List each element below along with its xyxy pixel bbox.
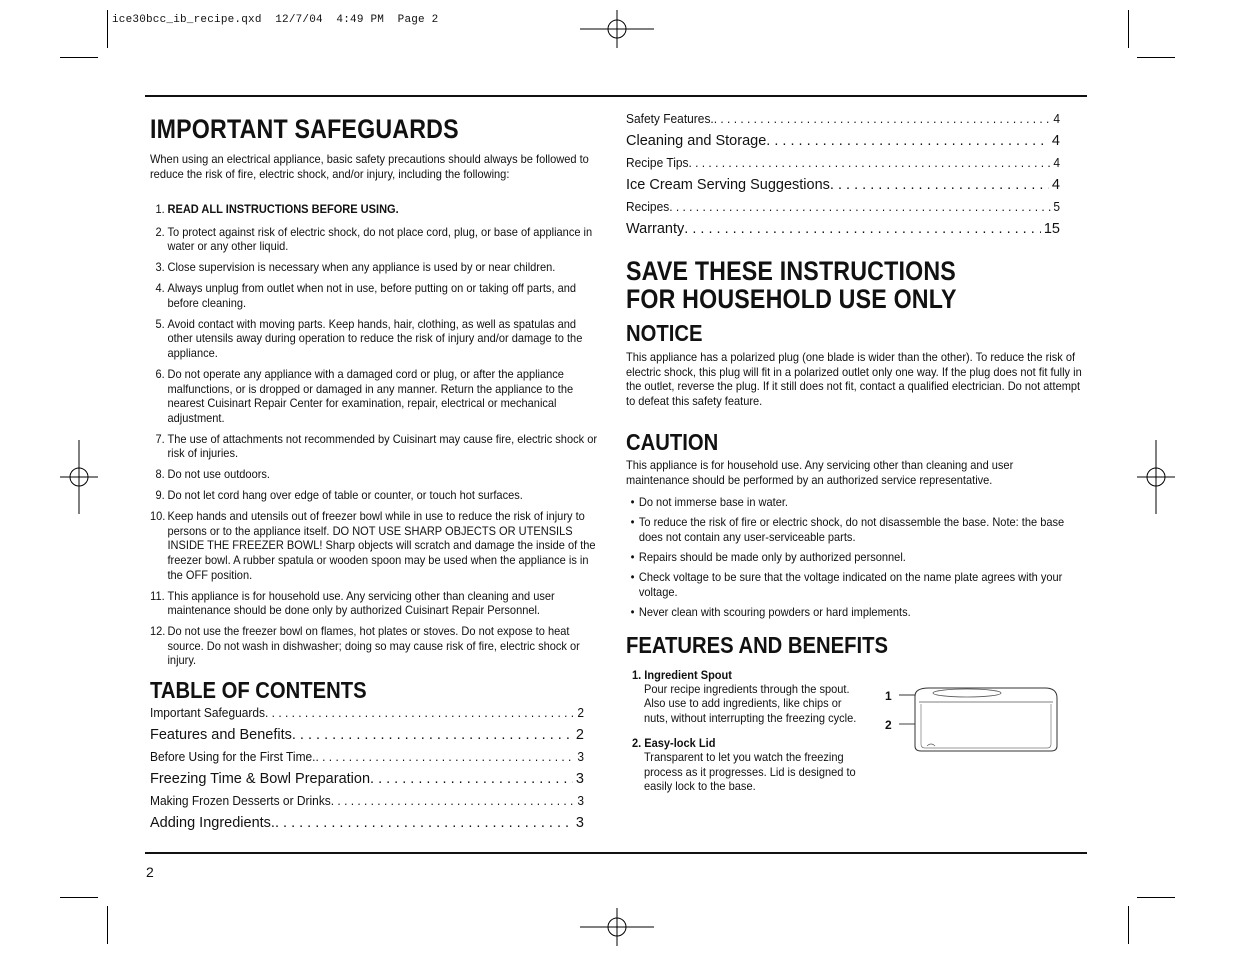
safeguard-text: Keep hands and utensils out of freezer bowl while in use to reduce the risk of injury to persons or to the appliance itself. DO NOT USE SHARP OBJECTS OR UTENSILS INSIDE THE FREEZER BOWL! Sharp objects will scratch and damage the inside of the freezer bowl. A rubber spatula or wooden spoon may be used when the appliance is in the OFF position. — [167, 509, 596, 582]
feature-title: 2. Easy-lock Lid — [632, 736, 716, 751]
toc-entry-label: Making Frozen Desserts or Drinks — [150, 793, 331, 808]
page-number: 2 — [146, 864, 154, 880]
feature-description: Transparent to let you watch the freezing process as it progresses. Lid is designed to easily lock to the base. — [643, 750, 856, 794]
toc-title: TABLE OF CONTENTS — [150, 677, 367, 703]
safeguard-text: READ ALL INSTRUCTIONS BEFORE USING. — [167, 202, 399, 216]
caution-bullet: • To reduce the risk of fire or electric shock, do not disassemble the base. Note: the base does not contain any user-serviceable parts. — [626, 515, 1068, 544]
safeguard-item — [150, 367, 603, 425]
toc-leader-dots — [684, 220, 1041, 242]
caution-bullet: • Never clean with scouring powders or hard implements. — [626, 605, 1068, 620]
toc-entry-label: Before Using for the First Time. — [150, 749, 316, 764]
toc-entry[interactable] — [150, 726, 584, 748]
safeguard-item — [150, 589, 603, 618]
toc-entry-label: Cleaning and Storage — [626, 133, 767, 149]
crop-mark — [1128, 906, 1129, 944]
features-list — [632, 668, 860, 793]
notice-title: NOTICE — [626, 320, 703, 346]
safeguard-number: 11. — [150, 588, 165, 603]
ice-cream-maker-diagram — [895, 684, 1065, 756]
notice-text: This appliance has a polarized plug (one blade is wider than the other). To reduce the risk of electric shock, this plug will fit in a polarized outlet only one way. If the plug does not fit fully in the outlet, reverse the plug. If it still does not fit, contact a qualified electrician. Do not attempt to defeat this safety feature. — [626, 350, 1082, 408]
toc-leader-dots — [292, 726, 573, 748]
safeguard-item — [150, 624, 603, 668]
feature-item — [632, 736, 860, 793]
toc-entry[interactable] — [626, 176, 1060, 198]
safeguard-item — [150, 432, 603, 461]
toc-entry-label: Freezing Time & Bowl Preparation — [150, 771, 371, 787]
safeguard-number: 4. — [155, 281, 165, 296]
safeguard-item — [150, 260, 603, 275]
registration-mark-bottom — [580, 908, 654, 946]
toc-entry-page: 5 — [1053, 199, 1060, 214]
features-title: FEATURES AND BENEFITS — [626, 632, 889, 658]
toc-leader-dots — [830, 176, 1049, 198]
safeguard-text: Always unplug from outlet when not in use, before putting on or taking off parts, and before cleaning. — [167, 281, 577, 310]
toc-entry-page: 3 — [577, 793, 584, 808]
bottom-rule — [145, 852, 1087, 854]
file-slug: ice30bcc_ib_recipe.qxd 12/7/04 4:49 PM Page 2 — [112, 14, 439, 26]
toc-list-right — [626, 110, 1060, 242]
toc-entry[interactable] — [150, 792, 584, 814]
caution-bullets — [626, 495, 1068, 625]
toc-entry-label: Safety Features. — [626, 111, 714, 126]
safeguard-item — [150, 202, 603, 217]
safeguards-intro: When using an electrical appliance, basic safety precautions should always be followed to reduce the risk of fire, electric shock, and/or injury, including the following: — [150, 152, 589, 181]
caution-bullet: • Do not immerse base in water. — [626, 495, 1068, 510]
safeguard-item — [150, 467, 603, 482]
toc-entry-label: Ice Cream Serving Suggestions — [626, 177, 830, 193]
crop-mark — [60, 897, 98, 898]
safeguard-item — [150, 488, 603, 503]
toc-entry-page: 4 — [1053, 111, 1060, 126]
safeguard-item — [150, 317, 603, 361]
toc-entry[interactable] — [626, 132, 1060, 154]
caution-title: CAUTION — [626, 429, 719, 455]
toc-entry-label: Important Safeguards — [150, 705, 266, 720]
toc-entry-page: 3 — [575, 771, 584, 787]
safeguard-number: 9. — [155, 488, 165, 503]
toc-entry-page: 4 — [1053, 155, 1060, 170]
registration-mark-top — [580, 10, 654, 48]
diagram-label-2: 2 — [885, 718, 892, 732]
safeguard-number: 10. — [150, 509, 166, 524]
crop-mark — [1128, 10, 1129, 48]
safeguard-text: Close supervision is necessary when any appliance is used by or near children. — [167, 260, 556, 275]
safeguard-text: Do not let cord hang over edge of table or counter, or touch hot surfaces. — [167, 488, 523, 503]
toc-entry-page: 4 — [1051, 133, 1060, 149]
toc-entry-page: 4 — [1051, 177, 1060, 193]
safeguard-text: The use of attachments not recommended by Cuisinart may cause fire, electric shock or risk of injuries. — [167, 431, 598, 461]
toc-entry[interactable] — [150, 814, 584, 836]
registration-mark-right — [1137, 440, 1175, 514]
toc-entry[interactable] — [626, 198, 1060, 220]
toc-entry-label: Recipe Tips — [626, 155, 689, 170]
toc-entry[interactable] — [150, 770, 584, 792]
safeguard-number: 2. — [155, 224, 165, 239]
safeguard-text: Avoid contact with moving parts. Keep hands, hair, clothing, as well as spatulas and other utensils away during operation to reduce the risk of injury and/or damage to the appliance. — [167, 316, 583, 360]
safeguard-item — [150, 281, 603, 310]
toc-list-left — [150, 704, 584, 836]
toc-entry[interactable] — [626, 110, 1060, 132]
save-instructions-line2: FOR HOUSEHOLD USE ONLY — [626, 284, 957, 314]
safeguard-text: This appliance is for household use. Any servicing other than cleaning and user maintenance should be done only by authorized Cuisinart Repair Personnel. — [167, 588, 555, 618]
crop-mark — [60, 57, 98, 58]
caution-text: This appliance is for household use. Any servicing other than cleaning and user maintenance should be performed by an authorized service representative. — [626, 458, 1014, 487]
toc-leader-dots — [331, 792, 575, 814]
toc-entry-page: 15 — [1043, 221, 1060, 237]
safeguard-item — [150, 509, 603, 582]
toc-leader-dots — [265, 704, 575, 726]
safeguard-item — [150, 225, 603, 254]
caution-bullet: • Check voltage to be sure that the voltage indicated on the name plate agrees with your voltage. — [626, 570, 1068, 599]
toc-entry-page: 3 — [575, 815, 584, 831]
safeguard-number: 12. — [150, 624, 166, 639]
toc-leader-dots — [669, 198, 1050, 220]
toc-entry-page: 2 — [577, 705, 584, 720]
toc-leader-dots — [766, 132, 1049, 154]
save-instructions-line1: SAVE THESE INSTRUCTIONS — [626, 256, 956, 286]
toc-leader-dots — [316, 748, 575, 770]
safeguard-number: 7. — [155, 431, 165, 446]
toc-entry-page: 2 — [575, 727, 584, 743]
registration-mark-left — [60, 440, 98, 514]
toc-entry-page: 3 — [577, 749, 584, 764]
toc-entry[interactable] — [626, 154, 1060, 176]
safeguard-number: 3. — [155, 260, 165, 275]
safeguard-number: 1. — [155, 202, 165, 216]
toc-entry-label: Recipes — [626, 199, 670, 214]
safeguard-text: Do not use the freezer bowl on flames, hot plates or stoves. Do not expose to heat source. Do not wash in dishwasher; doing so may cause risk of fire, electric shock or injury. — [167, 624, 580, 668]
toc-entry-label: Adding Ingredients. — [150, 815, 275, 831]
safeguards-list — [150, 202, 603, 674]
feature-description: Pour recipe ingredients through the spout. Also use to add ingredients, like chips or nuts, without interrupting the freezing cycle. — [643, 682, 857, 725]
safeguard-text: Do not use outdoors. — [167, 467, 270, 482]
feature-title: 1. Ingredient Spout — [632, 668, 732, 682]
diagram-label-1: 1 — [885, 689, 892, 703]
safeguards-title: IMPORTANT SAFEGUARDS — [150, 114, 459, 144]
toc-entry[interactable] — [626, 220, 1060, 242]
crop-mark — [1137, 57, 1175, 58]
crop-mark — [107, 10, 108, 48]
crop-mark — [1137, 897, 1175, 898]
safeguard-number: 8. — [155, 467, 165, 482]
toc-entry[interactable] — [150, 748, 584, 770]
top-rule — [145, 95, 1087, 97]
feature-item — [632, 668, 860, 725]
crop-mark — [107, 906, 108, 944]
toc-leader-dots — [370, 770, 573, 792]
safeguard-number: 5. — [155, 316, 165, 331]
safeguard-number: 6. — [155, 366, 165, 381]
toc-entry-label: Warranty — [626, 221, 685, 237]
caution-bullet: • Repairs should be made only by authorized personnel. — [626, 550, 1068, 565]
toc-entry-label: Features and Benefits — [150, 727, 292, 743]
toc-leader-dots — [714, 110, 1051, 132]
toc-leader-dots — [275, 814, 573, 836]
toc-entry[interactable] — [150, 704, 584, 726]
toc-leader-dots — [688, 154, 1050, 176]
safeguard-text: To protect against risk of electric shock, do not place cord, plug, or base of appliance in water or any other liquid. — [167, 224, 593, 254]
safeguard-text: Do not operate any appliance with a damaged cord or plug, or after the appliance malfunctions, or is dropped or damaged in any manner. Return the appliance to the nearest Cuisinart Repair Center for examination, repair, electrical or mechanical adjustment. — [167, 366, 574, 425]
